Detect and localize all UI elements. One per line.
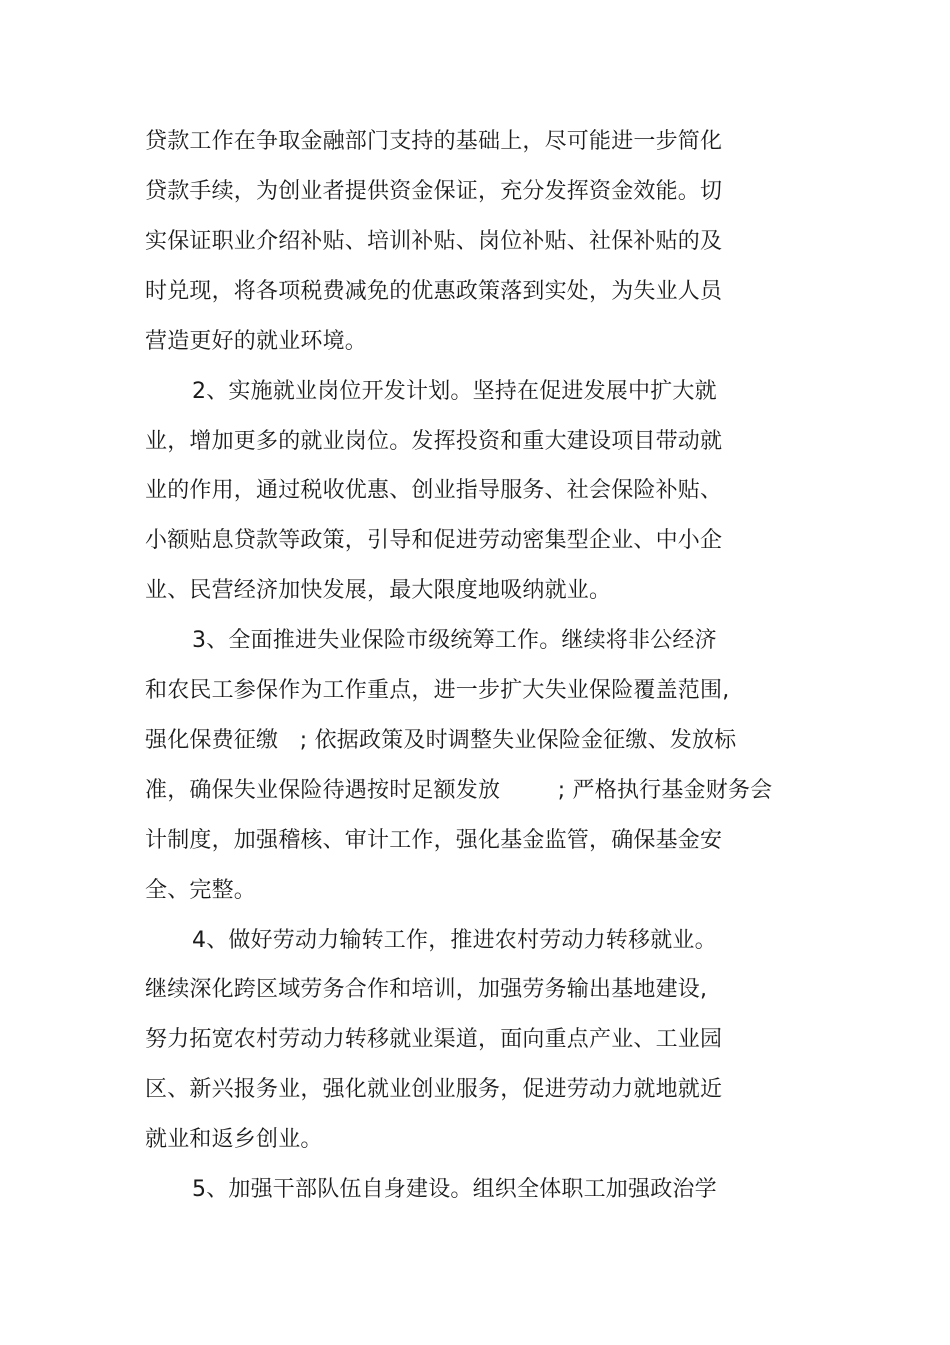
text-line: 就业和返乡创业。 xyxy=(145,1127,323,1152)
text-line: 营造更好的就业环境。 xyxy=(145,329,368,354)
text-line: 业的作用，通过税收优惠、创业指导服务、社会保险补贴、 xyxy=(145,478,723,503)
text-line: 继续深化跨区域劳务合作和培训，加强劳务输出基地建设, xyxy=(145,977,708,1002)
text-line: 实保证职业介绍补贴、培训补贴、岗位补贴、社保补贴的及 xyxy=(145,229,723,254)
text-line: 业、民营经济加快发展，最大限度地吸纳就业。 xyxy=(145,578,612,603)
paragraph-3-start: 3、全面推进失业保险市级统筹工作。继续将非公经济 xyxy=(192,628,717,653)
paragraph-5-start: 5、加强干部队伍自身建设。组织全体职工加强政治学 xyxy=(192,1177,717,1202)
text-line: 业，增加更多的就业岗位。发挥投资和重大建设项目带动就 xyxy=(145,429,723,454)
paragraph-2-start: 2、实施就业岗位开发计划。坚持在促进发展中扩大就 xyxy=(192,379,717,404)
paragraph-4-start: 4、做好劳动力输转工作，推进农村劳动力转移就业。 xyxy=(192,928,717,953)
text-line: 计制度，加强稽核、审计工作，强化基金监管，确保基金安 xyxy=(145,828,723,853)
text-line: 贷款手续，为创业者提供资金保证，充分发挥资金效能。切 xyxy=(145,179,723,204)
text-line: 和农民工参保作为工作重点，进一步扩大失业保险覆盖范围, xyxy=(145,678,730,703)
text-line: 强化保费征缴 ; 依据政策及时调整失业保险金征缴、发放标 xyxy=(145,728,737,753)
text-line: 区、新兴报务业，强化就业创业服务，促进劳动力就地就近 xyxy=(145,1077,723,1102)
text-line: 小额贴息贷款等政策，引导和促进劳动密集型企业、中小企 xyxy=(145,528,723,553)
text-line: 准，确保失业保险待遇按时足额发放 ; 严格执行基金财务会 xyxy=(145,778,773,803)
text-line: 全、完整。 xyxy=(145,878,257,903)
text-line: 努力拓宽农村劳动力转移就业渠道，面向重点产业、工业园 xyxy=(145,1027,723,1052)
text-line: 贷款工作在争取金融部门支持的基础上，尽可能进一步简化 xyxy=(145,129,723,154)
text-line: 时兑现，将各项税费减免的优惠政策落到实处，为失业人员 xyxy=(145,279,723,304)
